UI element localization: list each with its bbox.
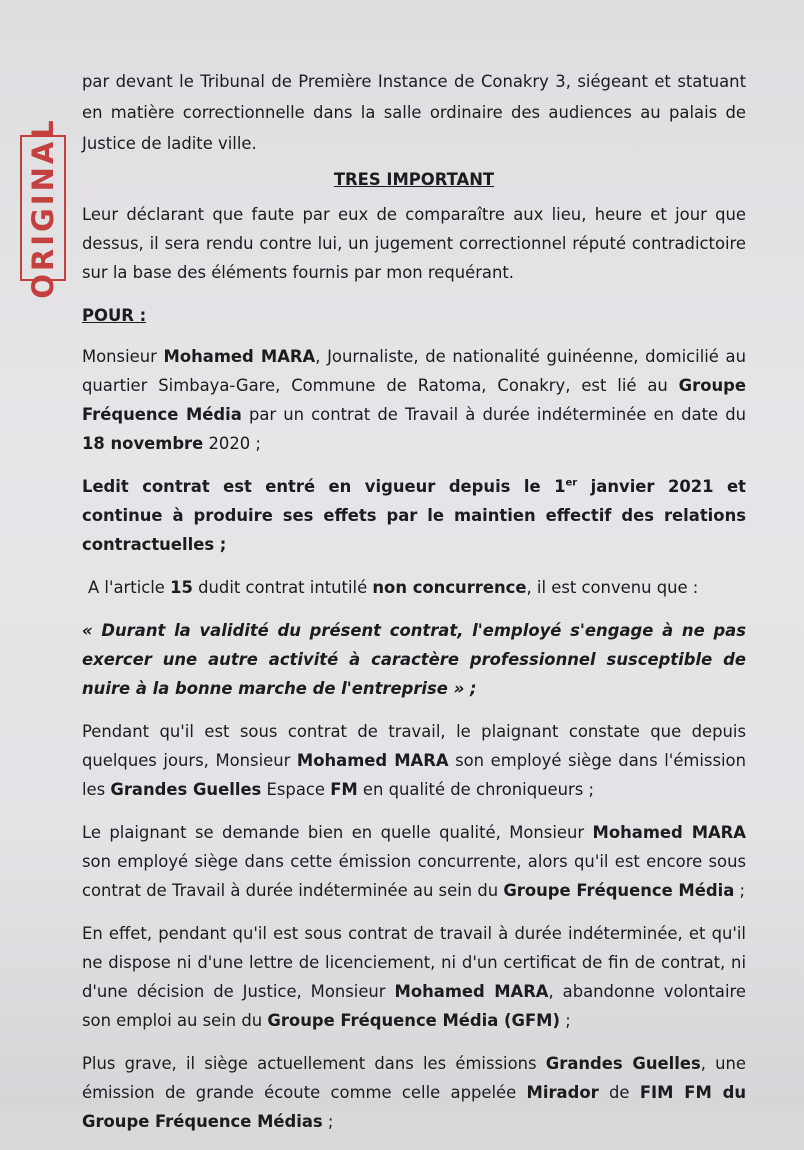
text-run: ;: [559, 1011, 571, 1030]
intro-paragraph: par devant le Tribunal de Première Instance de Conakry 3, siégeant et statuant en matière correctionnelle dans la salle ordinaire des audiences au palais de Justice de ladite ville.: [82, 72, 746, 153]
person-name: Mohamed MARA: [296, 751, 449, 770]
paragraph-quote: « Durant la validité du présent contrat, l'employé s'engage à ne pas exercer une autre activité à caractère professionnel susceptible de nuire à la bonne marche de l'entreprise » ;: [82, 621, 746, 698]
station-name: FM: [330, 780, 358, 799]
text-run: ;: [734, 881, 745, 900]
superscript: er: [565, 477, 578, 489]
text-run: Monsieur: [82, 347, 164, 366]
organization-name: Groupe Fréquence Média (GFM): [267, 1011, 560, 1030]
text-run: Le plaignant se demande bien en quelle qualité, Monsieur: [82, 823, 593, 842]
paragraph-contract: [82, 342, 746, 458]
contract-date: 18 novembre: [82, 434, 204, 453]
stamp-text: ORIGINAL: [26, 117, 60, 299]
show-name: Grandes Guelles: [110, 780, 262, 799]
document-body: [82, 66, 746, 1150]
text-run: En effet, pendant qu'il est sous contrat de travail à durée indéterminée, et qu'il ne dispose ni d'une lettre de licenciement, ni d'un certificat de fin de contrat, ni d'une décision de Justice, Monsieur: [82, 924, 746, 1001]
person-name: Mohamed MARA: [592, 823, 746, 842]
text-run: , abandonne volontaire son emploi au sein du: [82, 982, 746, 1030]
show-name: Grandes Guelles: [545, 1054, 701, 1073]
organization-name: Groupe Fréquence Média: [82, 376, 746, 424]
heading-text: TRES IMPORTANT: [333, 170, 495, 189]
text-run: ;: [322, 1112, 334, 1131]
paragraph-aggravation: [82, 1049, 746, 1136]
paragraph-question: [82, 818, 746, 905]
paragraph-effective-date: [82, 472, 746, 559]
paragraph-observation: [82, 717, 746, 804]
show-name: Mirador: [526, 1083, 599, 1102]
text-run: , il est convenu que :: [526, 578, 699, 597]
text-run: de: [598, 1083, 640, 1102]
paragraph-article: [82, 573, 746, 602]
text-run: 2020 ;: [203, 434, 261, 453]
pour-label-text: POUR :: [82, 306, 147, 325]
clause-term: non concurrence: [372, 578, 527, 597]
article-number: 15: [170, 578, 193, 597]
section-heading: [82, 165, 746, 194]
text-run: , Journaliste, de nationalité guinéenne, domicilié au quartier Simbaya-Gare, Commune de Ratoma, Conakry, est lié au: [82, 347, 746, 395]
text-run: Ledit contrat est entré en vigueur depuis le 1: [82, 477, 566, 496]
original-stamp: [20, 117, 66, 299]
paragraph-abandonment: [82, 919, 746, 1035]
text-run: son employé siège dans cette émission concurrente, alors qu'il est encore sous contrat de Travail à durée indéterminée au sein du: [82, 852, 746, 900]
warning-paragraph: Leur déclarant que faute par eux de comparaître aux lieu, heure et jour que dessus, il sera rendu contre lui, un jugement correctionnel réputé contradictoire sur la base des éléments fournis par mon requérant.: [82, 205, 746, 282]
text-run: janvier 2021 et continue à produire ses effets par le maintien effectif des relations contractuelles ;: [82, 477, 746, 554]
station-name: FIM FM du Groupe Fréquence Médias: [82, 1083, 747, 1131]
text-run: Espace: [261, 780, 331, 799]
text-run: en qualité de chroniqueurs ;: [357, 780, 594, 799]
text-run: Pendant qu'il est sous contrat de travail, le plaignant constate que depuis quelques jours, Monsieur: [82, 722, 746, 770]
text-run: A l'article: [88, 578, 171, 597]
text-run: dudit contrat intutilé: [192, 578, 373, 597]
organization-name: Groupe Fréquence Média: [503, 881, 735, 900]
person-name: Mohamed MARA: [163, 347, 316, 366]
text-run: Plus grave, il siège actuellement dans les émissions: [82, 1054, 546, 1073]
text-run: par un contrat de Travail à durée indéterminée en date du: [241, 405, 746, 424]
text-run: son employé siège dans l'émission les: [82, 751, 746, 799]
pour-label: [82, 301, 746, 330]
person-name: Mohamed MARA: [394, 982, 549, 1001]
text-run: , une émission de grande écoute comme celle appelée: [82, 1054, 747, 1102]
